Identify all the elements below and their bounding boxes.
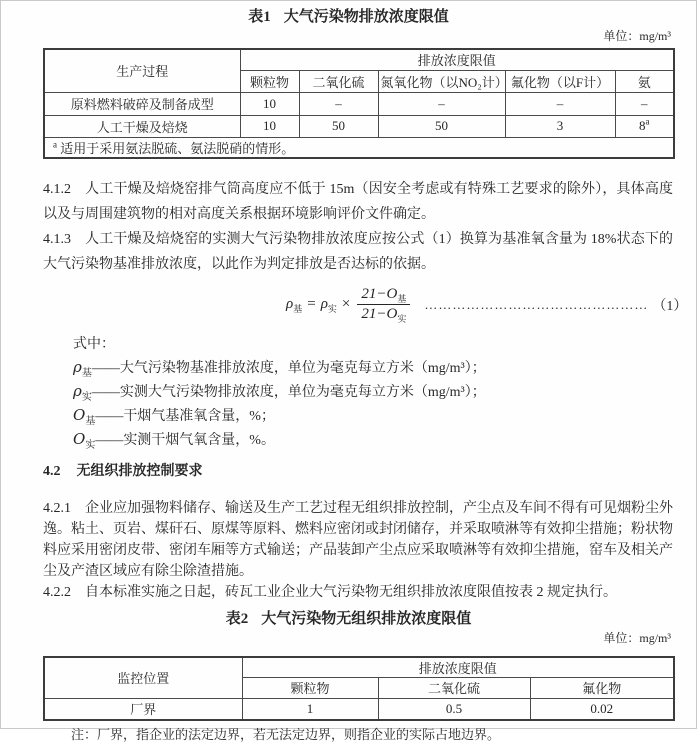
table-row (44, 698, 674, 720)
table1-header-group: 排放浓度限值 (240, 49, 674, 70)
table2-row1-value: 0.02 (530, 698, 674, 720)
table1-title (1, 7, 696, 27)
table1-row1-value: – (505, 92, 615, 115)
section-number: 4.2 (43, 463, 61, 479)
formula-lhs: $\rho_基$ (286, 296, 303, 314)
definition-item: $O_基——$干烟气基准氧含量，%； (73, 405, 275, 427)
table1-title-text: 大气污染物排放浓度限值 (283, 9, 449, 25)
table2-col-so2: 二氧化硫 (378, 677, 530, 698)
formula-fraction (357, 286, 410, 323)
table1-row1-value: 10 (240, 92, 299, 115)
table1-col-fluoride: 氟化物（以F计） (505, 70, 615, 92)
table1-row1-value: – (615, 92, 674, 115)
table2-title (1, 609, 696, 629)
footnote-marker: a (53, 139, 57, 150)
definition-item: $O_实——$实测干烟气氧含量，%。 (73, 429, 275, 451)
table1-row2-value: 50 (299, 115, 378, 137)
section-text: 自本标准实施之日起，砖瓦工业企业大气污染物无组织排放浓度限值按表 2 规定执行。 (85, 584, 617, 600)
table1-row2-value: 8$^a$ (615, 115, 674, 137)
formula-rhs: $\rho_实$ (320, 296, 337, 314)
table1-row2-label: 人工干燥及焙烧 (44, 115, 240, 137)
equals-sign: = (307, 296, 316, 312)
section-4-2-heading (43, 460, 671, 484)
table2-header-position: 监控位置 (44, 657, 242, 699)
table2-unit-label: 单位：mg/m³ (603, 630, 671, 645)
table2-note: 注：厂界，指企业的法定边界，若无法定边界，则指企业的实际占地边界。 (71, 727, 501, 742)
table1-header-process: 生产过程 (44, 49, 240, 92)
section-text: 人工干燥及焙烧窑的实测大气污染物排放浓度应按公式（1）换算为基准氧含量为 18%状态下的大气污染物基准排放浓度，以此作为判定排放是否达标的依据。 (43, 231, 673, 272)
table1-row1-label: 原料燃料破碎及制备成型 (44, 92, 240, 115)
section-4-1-2 (43, 177, 673, 227)
section-number: 4.2.2 (43, 584, 71, 600)
table1-col-so2: 二氧化硫 (299, 70, 378, 92)
table2-row1-value: 1 (242, 698, 378, 720)
formula-1 (43, 283, 688, 327)
table1-col-nox: 氮氧化物（以NO₂计） (378, 70, 505, 92)
table1-row1-value: – (378, 92, 505, 115)
section-4-2-2 (43, 582, 673, 603)
table2-row1-label: 厂界 (44, 698, 242, 720)
table-row (44, 92, 674, 115)
table2-title-text: 大气污染物无组织排放浓度限值 (261, 610, 472, 627)
table1 (43, 48, 675, 159)
fraction-denominator: $21-O_实$ (361, 306, 407, 324)
table1-row1-value: – (299, 92, 378, 115)
definition-item: $\rho_实——$实测大气污染物排放浓度，单位为毫克每立方米（mg/m³）； (73, 381, 486, 403)
section-4-2-1 (43, 498, 673, 582)
section-title: 无组织排放控制要求 (76, 463, 203, 479)
formula-definitions (73, 334, 671, 452)
section-number: 4.1.2 (43, 181, 71, 197)
table1-unit-label: 单位：mg/m³ (603, 29, 671, 43)
table2 (43, 656, 675, 722)
table1-footnote: $^a$ 适用于采用氨法脱硫、氨法脱硝的情形。 (44, 137, 674, 158)
where-label: 式中： (73, 336, 115, 352)
section-4-1-3 (43, 227, 673, 277)
footnote-marker: a (645, 116, 650, 127)
table-row (44, 137, 674, 158)
section-number: 4.2.1 (43, 500, 71, 516)
dot-leader: ………………………………………… (424, 296, 649, 312)
table1-row2-value: 50 (378, 115, 505, 137)
section-number: 4.1.3 (43, 231, 71, 247)
section-text: 企业应加强物料储存、输送及生产工艺过程无组织排放控制，产尘点及车间不得有可见烟粉尘外逸。粘土、页岩、煤矸石、原煤等原料、燃料应密闭或封闭储存，并采取喷淋等有效抑尘措施；粉状物料应采用密闭皮带、密闭车厢等方式输送；产品装卸产尘点应采取喷淋等有效抑尘措施，窑车及相关产尘及产渣区域应有除尘除渣措施。 (43, 500, 673, 579)
table1-col-particulate: 颗粒物 (240, 70, 299, 92)
table2-header-group: 排放浓度限值 (242, 657, 674, 678)
table1-title-number: 表1 (248, 9, 271, 25)
table1-row2-value: 3 (505, 115, 615, 137)
fraction-numerator: $21-O_基$ (357, 286, 410, 305)
table2-title-number: 表2 (225, 610, 249, 627)
table2-col-particulate: 颗粒物 (242, 677, 378, 698)
table1-col-ammonia: 氨 (615, 70, 674, 92)
table1-row2-value: 10 (240, 115, 299, 137)
definition-item: $\rho_基——$大气污染物基准排放浓度，单位为毫克每立方米（mg/m³）； (73, 357, 486, 379)
formula-expression (286, 286, 652, 323)
section-text: 人工干燥及焙烧窑排气筒高度应不低于 15m（因安全考虑或有特殊工艺要求的除外），具体高度以及与周围建筑物的相对高度关系根据环境影响评价文件确定。 (43, 181, 673, 222)
table2-col-fluoride: 氟化物 (530, 677, 674, 698)
formula-number: （1） (652, 298, 688, 314)
table-row (44, 115, 674, 137)
multiply-sign: × (341, 296, 351, 312)
table2-row1-value: 0.5 (378, 698, 530, 720)
